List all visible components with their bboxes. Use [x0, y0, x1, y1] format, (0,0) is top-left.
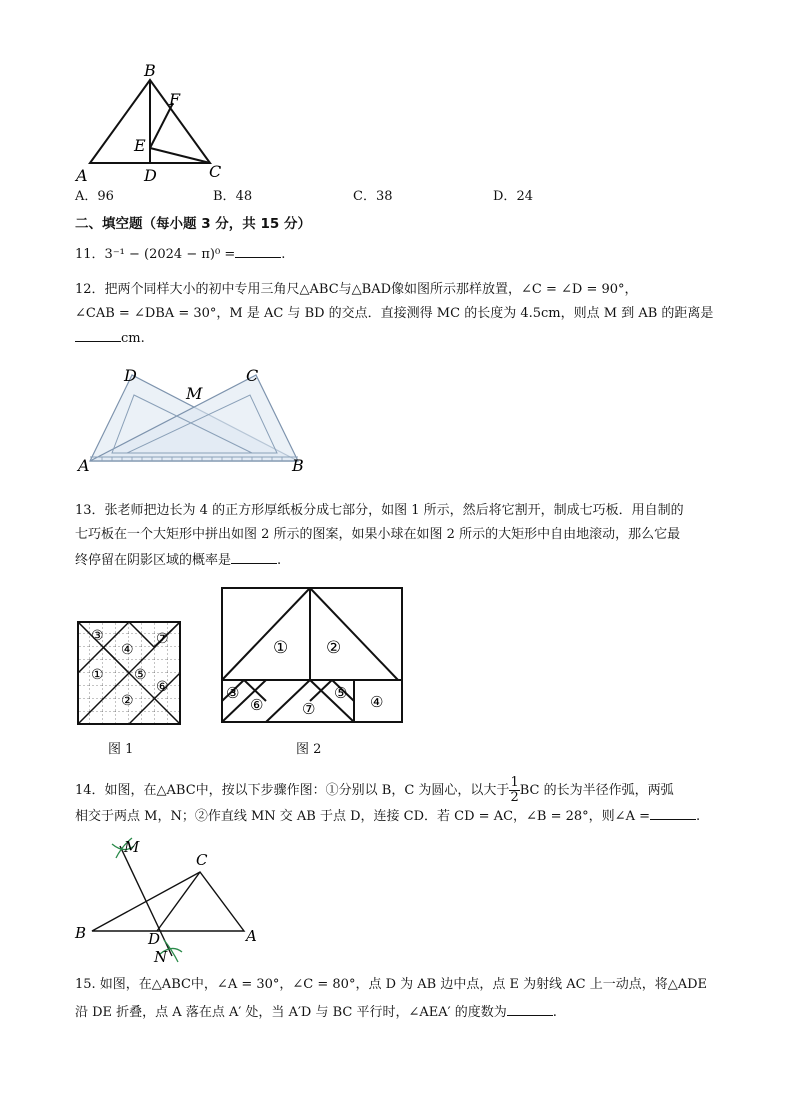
label-n14: N	[154, 948, 168, 966]
section-title: 二、填空题（每小题 3 分，共 15 分）	[75, 216, 311, 232]
fig2-caption: 图 2	[296, 742, 322, 757]
piece-2-fig1: ②	[121, 693, 134, 709]
q14-figure	[72, 836, 272, 968]
label-c14: C	[196, 851, 208, 869]
q12-figure	[72, 365, 312, 477]
q14-line1: 14．如图，在△ABC中，按以下步骤作图：①分别以 B，C 为圆心，以大于 $\frac{1}{2}$ BC 的长为半径作弧，两弧	[75, 775, 674, 805]
q12-line2: ∠CAB = ∠DBA = 30°，M 是 AC 与 BD 的交点．直接测得 MC 的长度为 4.5cm，则点 M 到 AB 的距离是	[75, 306, 714, 321]
q11: 11．3⁻¹ − (2024 − π)⁰ = .	[75, 247, 286, 262]
q13-line3: 终停留在阴影区域的概率是 .	[75, 553, 282, 568]
label-b14: B	[75, 924, 87, 942]
piece-6-fig1: ⑥	[156, 679, 169, 695]
option-b[interactable]: B．48	[213, 189, 253, 204]
piece-5-fig1: ⑤	[134, 667, 147, 683]
q12-line3: cm.	[75, 329, 145, 348]
label-d: D	[144, 166, 157, 185]
option-c[interactable]: C．38	[353, 189, 393, 204]
triangle-abc-14	[92, 872, 244, 931]
piece-6-fig2: ⑥	[250, 696, 264, 714]
q15-line2: 沿 DE 折叠，点 A 落在点 A′ 处，当 A′D 与 BC 平行时，∠AEA′ 的度数为 .	[75, 1005, 557, 1020]
piece-1-fig2: ①	[273, 638, 289, 658]
label-m12: M	[186, 384, 203, 403]
q15-line1: 15. 如图，在△ABC中，∠A = 30°，∠C = 80°，点 D 为 AB 边中点，点 E 为射线 AC 上一动点，将△ADE	[75, 977, 707, 992]
tangram-figure-2	[220, 586, 404, 726]
option-d[interactable]: D．24	[493, 189, 533, 204]
line-mn	[120, 846, 172, 956]
label-m14: M	[124, 838, 140, 856]
piece-5-fig2: ⑤	[334, 684, 348, 702]
q14-answer-blank[interactable]	[650, 807, 696, 820]
piece-4-fig2: ④	[370, 693, 384, 711]
piece-3-fig1: ③	[91, 628, 104, 644]
q11-answer-blank[interactable]	[235, 245, 281, 258]
q14-line2: 相交于两点 M，N；②作直线 MN 交 AB 于点 D，连接 CD．若 CD = AC，∠B = 28°，则∠A = .	[75, 809, 701, 824]
fig1-caption: 图 1	[108, 742, 134, 757]
q15-answer-blank[interactable]	[507, 1003, 553, 1016]
label-e: E	[134, 136, 146, 155]
label-a12: A	[78, 456, 90, 475]
piece-1-fig1: ①	[91, 667, 104, 683]
q10-figure	[70, 60, 240, 190]
segment-ef	[150, 103, 173, 148]
piece-7-fig2: ⑦	[302, 700, 316, 718]
q11-num: 11．	[75, 247, 105, 262]
piece-7-fig1: ⑦	[156, 631, 169, 647]
label-b: B	[144, 61, 156, 80]
piece-2-fig2: ②	[326, 638, 342, 658]
piece-4-fig1: ④	[121, 642, 134, 658]
label-a: A	[76, 166, 88, 185]
label-f: F	[169, 90, 181, 109]
label-d14: D	[148, 930, 161, 948]
label-c12: C	[246, 366, 259, 385]
piece-3-fig2: ③	[226, 684, 240, 702]
q12-answer-blank[interactable]	[75, 329, 121, 342]
option-a[interactable]: A．96	[75, 189, 114, 204]
q13-answer-blank[interactable]	[231, 551, 277, 564]
label-a14: A	[246, 927, 257, 945]
label-d12: D	[124, 366, 137, 385]
q11-expr: 3⁻¹ − (2024 − π)⁰ =	[104, 247, 236, 262]
tangram-figure-1	[76, 620, 182, 726]
q14-fraction: $\frac{1}{2}$	[510, 775, 519, 805]
q13-line1: 13．张老师把边长为 4 的正方形厚纸板分成七部分，如图 1 所示，然后将它割开，制成七巧板．用自制的	[75, 503, 684, 518]
segment-cd	[157, 872, 200, 931]
q13-line2: 七巧板在一个大矩形中拼出如图 2 所示的图案，如果小球在如图 2 所示的大矩形中自由地滚动，那么它最	[75, 527, 681, 542]
q12-line1: 12．把两个同样大小的初中专用三角尺△ABC与△BAD像如图所示那样放置，∠C = ∠D = 90°，	[75, 282, 638, 297]
label-b12: B	[292, 456, 304, 475]
label-c: C	[209, 162, 222, 181]
